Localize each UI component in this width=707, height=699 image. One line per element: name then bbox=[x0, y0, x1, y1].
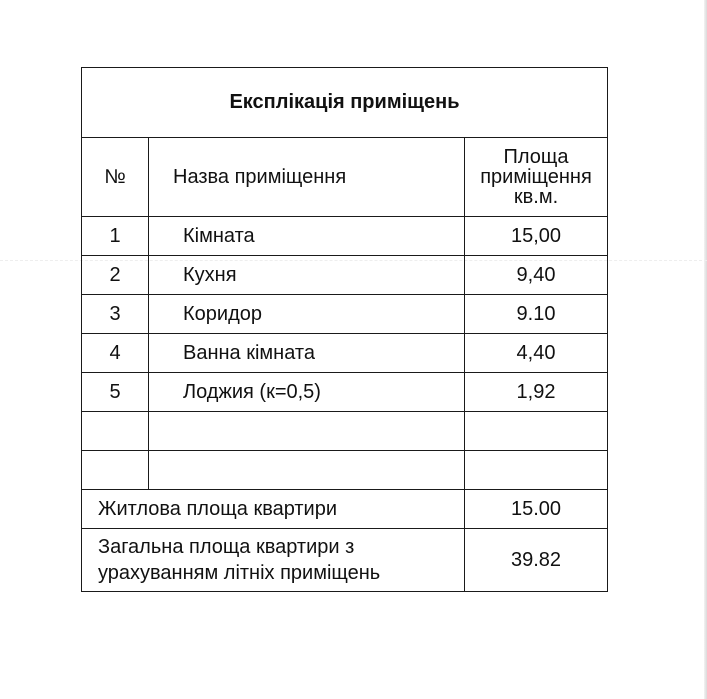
table-row bbox=[82, 334, 608, 373]
header-room-name: Назва приміщення bbox=[149, 138, 465, 217]
title-row bbox=[82, 68, 608, 138]
empty-row bbox=[82, 451, 608, 490]
room-area: 9.10 bbox=[465, 295, 608, 334]
room-number: 2 bbox=[82, 256, 149, 295]
room-name: Кімната bbox=[149, 217, 465, 256]
living-area-row bbox=[82, 490, 608, 529]
room-number: 4 bbox=[82, 334, 149, 373]
empty-cell bbox=[149, 412, 465, 451]
room-number: 1 bbox=[82, 217, 149, 256]
room-name: Ванна кімната bbox=[149, 334, 465, 373]
room-explication-table bbox=[81, 67, 608, 592]
room-area: 1,92 bbox=[465, 373, 608, 412]
room-number: 3 bbox=[82, 295, 149, 334]
header-area bbox=[465, 138, 608, 217]
table-row bbox=[82, 256, 608, 295]
empty-cell bbox=[149, 451, 465, 490]
empty-cell bbox=[82, 412, 149, 451]
header-area-line2: приміщення bbox=[480, 166, 592, 188]
room-number: 5 bbox=[82, 373, 149, 412]
table-title: Експлікація приміщень bbox=[82, 68, 608, 138]
room-area: 4,40 bbox=[465, 334, 608, 373]
table-row bbox=[82, 217, 608, 256]
living-area-label: Житлова площа квартири bbox=[82, 490, 465, 529]
table-row bbox=[82, 373, 608, 412]
empty-row bbox=[82, 412, 608, 451]
empty-cell bbox=[465, 451, 608, 490]
total-area-value: 39.82 bbox=[465, 529, 608, 592]
room-area: 15,00 bbox=[465, 217, 608, 256]
total-area-row bbox=[82, 529, 608, 592]
living-area-value: 15.00 bbox=[465, 490, 608, 529]
room-name: Кухня bbox=[149, 256, 465, 295]
room-area: 9,40 bbox=[465, 256, 608, 295]
empty-cell bbox=[82, 451, 149, 490]
header-area-line3: кв.м. bbox=[513, 186, 559, 208]
header-area-line1: Площа bbox=[503, 146, 569, 168]
header-row bbox=[82, 138, 608, 217]
header-number: № bbox=[82, 138, 149, 217]
table-row bbox=[82, 295, 608, 334]
total-area-label bbox=[82, 529, 465, 592]
total-area-label-line1: Загальна площа квартири з bbox=[98, 536, 355, 558]
room-name: Коридор bbox=[149, 295, 465, 334]
total-area-label-line2: урахуванням літніх приміщень bbox=[98, 562, 381, 584]
empty-cell bbox=[465, 412, 608, 451]
room-name: Лоджия (к=0,5) bbox=[149, 373, 465, 412]
